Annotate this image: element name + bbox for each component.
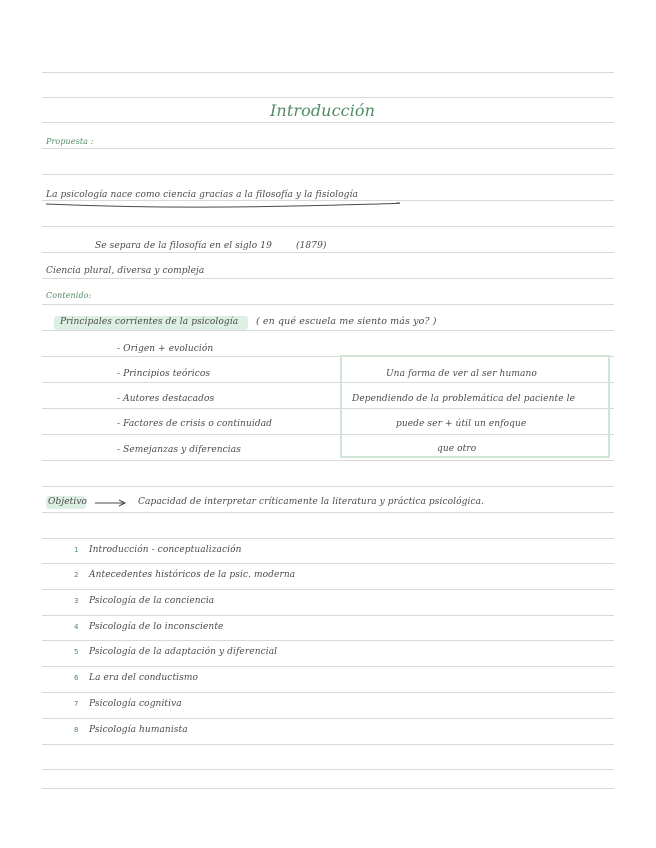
ruled-line — [42, 692, 614, 693]
ruled-line — [42, 640, 614, 641]
list-item: La era del conductismo — [89, 673, 199, 683]
ruled-line — [42, 252, 614, 253]
ruled-line — [42, 304, 614, 305]
list-number: 2 — [74, 571, 79, 579]
underline-stroke — [44, 200, 400, 210]
ruled-line — [42, 174, 614, 175]
school-question: ( en qué escuela me siento más yo? ) — [256, 316, 437, 327]
ruled-line — [42, 744, 614, 745]
ruled-line — [42, 512, 614, 513]
ruled-line — [42, 72, 614, 73]
contenido-label: Contenido: — [46, 291, 92, 300]
list-item: Psicología de la conciencia — [89, 596, 215, 606]
ruled-line — [42, 589, 614, 590]
arrow-right-icon — [94, 498, 128, 508]
objective-text: Capacidad de interpretar críticamente la literatura y práctica psicológica. — [138, 497, 485, 507]
list-item: Psicología humanista — [89, 725, 188, 735]
list-item: Psicología cognitiva — [89, 699, 182, 709]
bullet-item: - Principios teóricos — [117, 369, 211, 379]
ruled-line — [42, 97, 614, 98]
list-number: 1 — [74, 546, 79, 554]
ruled-line — [42, 788, 614, 789]
list-item: Psicología de lo inconsciente — [89, 622, 224, 632]
list-number: 8 — [74, 726, 79, 734]
bullet-item: - Origen + evolución — [117, 344, 214, 354]
science-description: Ciencia plural, diversa y compleja — [46, 266, 205, 276]
list-number: 4 — [74, 623, 79, 631]
ruled-line — [42, 148, 614, 149]
ruled-line — [42, 460, 614, 461]
bullet-item: - Factores de crisis o continuidad — [117, 419, 273, 429]
note-line: puede ser + útil un enfoque — [396, 419, 527, 429]
main-currents: Principales corrientes de la psicología — [60, 317, 239, 327]
separation-line: Se separa de la filosofía en el siglo 19 — [95, 241, 272, 251]
ruled-line — [42, 615, 614, 616]
ruled-line — [42, 718, 614, 719]
ruled-line — [42, 666, 614, 667]
ruled-line — [42, 226, 614, 227]
page-title: Introducción — [270, 101, 376, 120]
ruled-line — [42, 538, 614, 539]
objective-label: Objetivo — [48, 497, 88, 507]
bullet-item: - Semejanzas y diferencias — [117, 445, 241, 455]
ruled-line — [42, 486, 614, 487]
list-number: 6 — [74, 674, 79, 682]
list-item: Antecedentes históricos de la psic. moderna — [89, 570, 296, 580]
list-number: 5 — [74, 648, 79, 656]
ruled-line — [42, 563, 614, 564]
propuesta-label: Propuesta : — [46, 137, 94, 146]
intro-line: La psicología nace como ciencia gracias a la filosofía y la fisiología — [46, 190, 358, 200]
ruled-line — [42, 122, 614, 123]
ruled-line — [42, 769, 614, 770]
ruled-line — [42, 330, 614, 331]
note-line: que otro — [437, 444, 477, 454]
ruled-line — [42, 278, 614, 279]
list-number: 7 — [74, 700, 79, 708]
list-number: 3 — [74, 597, 79, 605]
note-line: Una forma de ver al ser humano — [386, 369, 537, 379]
bullet-item: - Autores destacados — [117, 394, 215, 404]
list-item: Introducción - conceptualización — [89, 545, 242, 555]
year: (1879) — [296, 241, 327, 251]
note-line: Dependiendo de la problemática del paciente le — [352, 394, 575, 404]
list-item: Psicología de la adaptación y diferencial — [89, 647, 278, 657]
